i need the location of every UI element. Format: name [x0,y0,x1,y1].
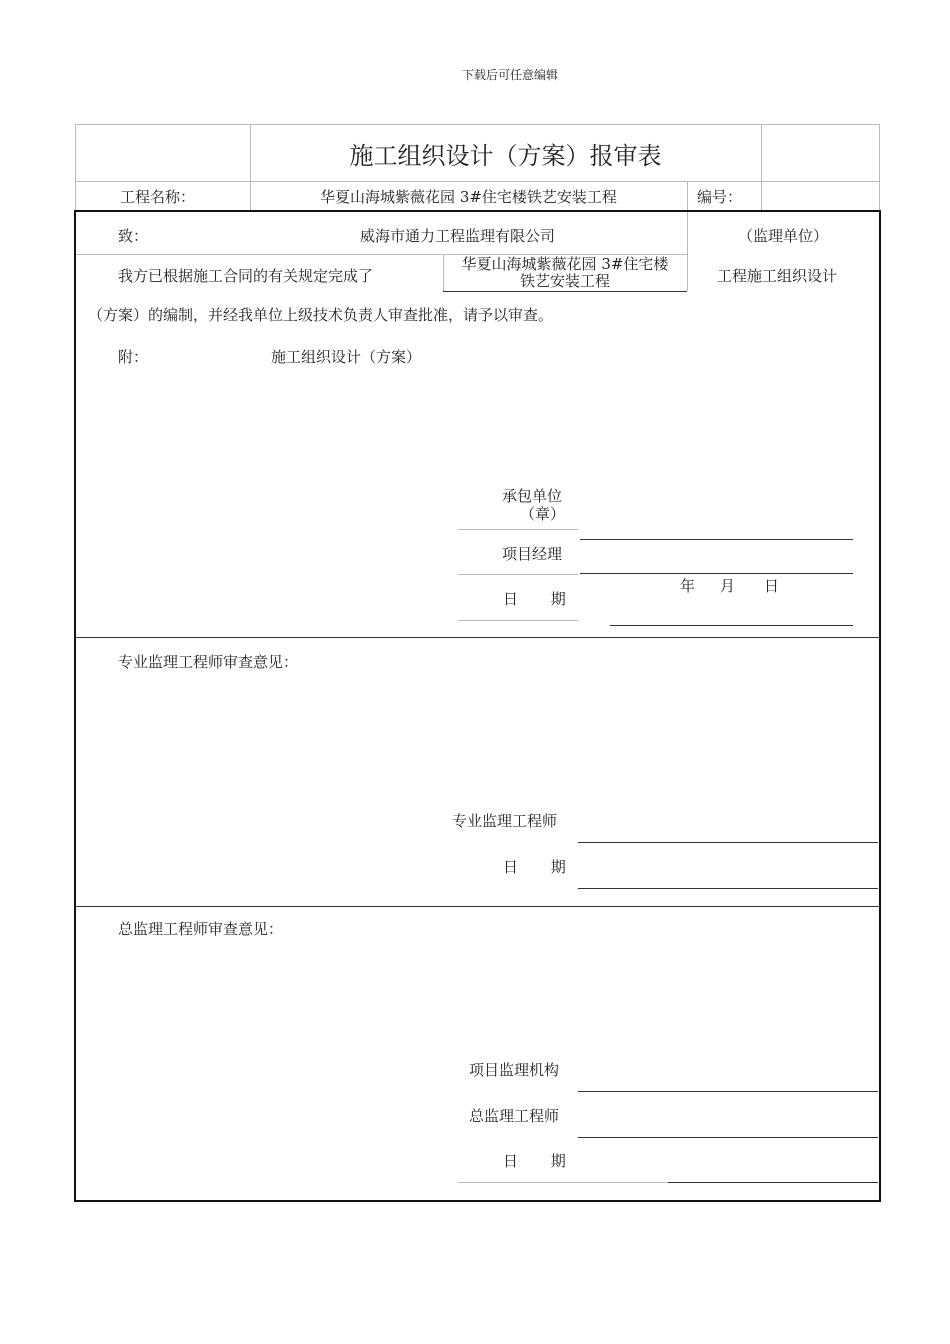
chief-date-line [458,1182,668,1183]
chief-opinion-label: 总监理工程师审查意见： [118,920,284,938]
header-mid-border [75,181,880,182]
section-divider-2 [76,906,879,907]
chief-date-label: 日 期 [503,1152,566,1170]
section-divider-1 [76,637,879,638]
header-left-border [75,124,76,211]
contractor-year-label: 年 [680,577,696,595]
project-name-label: 工程名称： [120,188,196,206]
contractor-date-line [458,620,578,621]
supervisor-date-label: 日 期 [503,858,566,876]
project-manager-label: 项目经理 [502,545,563,563]
header-right-border [879,124,880,211]
contractor-day-label: 日 [764,577,780,595]
to-label: 致： [118,227,149,245]
statement-prefix: 我方已根据施工合同的有关规定完成了 [118,267,374,285]
attachment-content: 施工组织设计（方案） [271,348,422,366]
contractor-seal-label: （章） [520,505,566,523]
supervision-org-line [578,1091,878,1092]
contractor-seal-line [458,529,578,530]
header-top-border [75,124,880,125]
supervisor-signature-label: 专业监理工程师 [452,812,558,830]
supervision-unit-label: （监理单位） [738,227,829,245]
page-title: 施工组织设计（方案）报审表 [349,142,662,170]
project-manager-line [458,574,578,575]
project-box-bottom [443,291,687,292]
statement-suffix: 工程施工组织设计 [717,267,838,285]
statement-project-line2: 铁艺安装工程 [519,272,610,290]
supervision-company: 威海市通力工程监理有限公司 [360,227,556,245]
statement-line2: （方案）的编制，并经我单位上级技术负责人审查批准，请予以审查。 [88,306,554,324]
chief-signature-label: 总监理工程师 [469,1107,560,1125]
project-box-right [687,212,688,291]
chief-signature-line [578,1137,878,1138]
supervision-org-label: 项目监理机构 [469,1061,560,1079]
contractor-unit-label: 承包单位 [502,487,563,505]
top-note: 下载后可任意编辑 [461,68,558,82]
project-name-value: 华夏山海城紫薇花园 3#住宅楼铁艺安装工程 [320,188,617,206]
chief-date-signature-line [668,1182,878,1183]
attachment-label: 附： [118,348,149,366]
number-label: 编号： [697,188,743,206]
contractor-date-signature-line [610,625,853,626]
header-divider-3 [687,181,688,211]
contractor-seal-signature-line [580,539,853,540]
form-body [74,210,881,1202]
supervisor-date-line [578,888,878,889]
statement-project-line1: 华夏山海城紫薇花园 3#住宅楼 [461,255,669,273]
contractor-month-label: 月 [720,577,736,595]
project-manager-signature-line [580,573,853,574]
supervisor-opinion-label: 专业监理工程师审查意见： [118,653,299,671]
contractor-date-label: 日 期 [503,590,566,608]
supervisor-signature-line [578,842,878,843]
header-divider-2 [761,124,762,211]
